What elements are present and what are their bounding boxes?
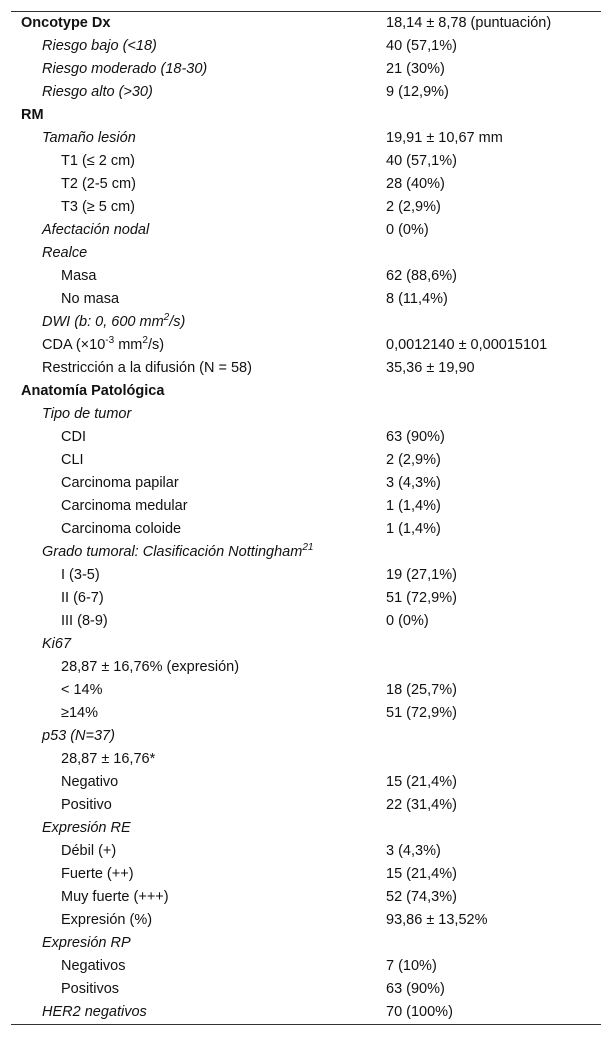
table-row bbox=[11, 679, 601, 702]
row-value: 21 (30%) bbox=[386, 61, 445, 77]
row-value: 18 (25,7%) bbox=[386, 682, 457, 698]
table-row bbox=[11, 35, 601, 58]
table-row bbox=[11, 196, 601, 219]
row-value: 1 (1,4%) bbox=[386, 498, 441, 514]
table-row bbox=[11, 725, 601, 748]
row-label bbox=[61, 679, 103, 702]
row-label bbox=[42, 334, 164, 357]
row-label bbox=[42, 932, 131, 955]
row-label bbox=[61, 702, 98, 725]
row-label bbox=[61, 794, 112, 817]
row-label-text: Carcinoma coloide bbox=[61, 521, 182, 537]
row-label bbox=[61, 610, 108, 633]
table-row bbox=[11, 219, 601, 242]
section-heading bbox=[21, 380, 164, 403]
table-row bbox=[11, 863, 601, 886]
row-label bbox=[42, 35, 157, 58]
table-row bbox=[11, 12, 601, 35]
row-label bbox=[61, 978, 119, 1001]
row-value: 40 (57,1%) bbox=[386, 153, 457, 169]
table-row bbox=[11, 978, 601, 1001]
row-value: 51 (72,9%) bbox=[386, 705, 457, 721]
row-value: 1 (1,4%) bbox=[386, 521, 441, 537]
row-label bbox=[42, 403, 131, 426]
table-row bbox=[11, 357, 601, 380]
row-label bbox=[61, 656, 239, 679]
row-label bbox=[42, 311, 185, 334]
row-value: 19 (27,1%) bbox=[386, 567, 457, 583]
row-label-text: Fuerte (++) bbox=[61, 866, 134, 882]
row-label-text: Débil (+) bbox=[61, 843, 117, 859]
section-heading bbox=[21, 12, 110, 35]
section-heading bbox=[21, 104, 44, 127]
row-label bbox=[61, 449, 84, 472]
row-label-text: Realce bbox=[42, 245, 88, 261]
row-label-text: 28,87 ± 16,76* bbox=[61, 751, 156, 767]
table-row bbox=[11, 311, 601, 334]
row-value: 22 (31,4%) bbox=[386, 797, 457, 813]
table-row bbox=[11, 288, 601, 311]
row-value: 15 (21,4%) bbox=[386, 866, 457, 882]
row-label-text: T1 (≤ 2 cm) bbox=[61, 153, 136, 169]
table-row bbox=[11, 173, 601, 196]
row-label bbox=[61, 196, 135, 219]
row-value: 0,0012140 ± 0,00015101 bbox=[386, 337, 548, 353]
row-label-text: Oncotype Dx bbox=[21, 15, 111, 31]
row-label-text: Masa bbox=[61, 268, 97, 284]
row-label bbox=[61, 564, 100, 587]
table-row bbox=[11, 449, 601, 472]
row-label-text: CLI bbox=[61, 452, 84, 468]
table-row bbox=[11, 587, 601, 610]
table-row bbox=[11, 242, 601, 265]
row-value: 63 (90%) bbox=[386, 429, 445, 445]
row-value: 19,91 ± 10,67 mm bbox=[386, 130, 503, 146]
table-row bbox=[11, 127, 601, 150]
row-label-suffix: /s) bbox=[147, 337, 165, 353]
row-value: 70 (100%) bbox=[386, 1004, 453, 1020]
table-row bbox=[11, 794, 601, 817]
row-value: 7 (10%) bbox=[386, 958, 437, 974]
row-value: 8 (11,4%) bbox=[386, 291, 448, 307]
row-value: 35,36 ± 19,90 bbox=[386, 360, 475, 376]
row-label bbox=[42, 725, 115, 748]
table-row bbox=[11, 702, 601, 725]
row-label-text: II (6-7) bbox=[61, 590, 104, 606]
row-label-text: III (8-9) bbox=[61, 613, 108, 629]
row-label bbox=[42, 219, 149, 242]
row-label bbox=[61, 265, 96, 288]
row-label bbox=[61, 771, 118, 794]
table-row bbox=[11, 334, 601, 357]
table-row bbox=[11, 748, 601, 771]
row-label-text: Restricción a la difusión (N = 58) bbox=[42, 360, 252, 376]
row-label bbox=[61, 426, 86, 449]
row-label bbox=[42, 357, 252, 380]
table-row bbox=[11, 886, 601, 909]
row-label bbox=[61, 863, 134, 886]
row-value: 93,86 ± 13,52% bbox=[386, 912, 488, 928]
row-label-text: T3 (≥ 5 cm) bbox=[61, 199, 136, 215]
row-label bbox=[61, 150, 135, 173]
row-label-text: Riesgo alto (>30) bbox=[42, 84, 153, 100]
row-label bbox=[61, 518, 181, 541]
row-value: 15 (21,4%) bbox=[386, 774, 457, 790]
row-label-text: Grado tumoral: Clasificación Nottingham bbox=[42, 544, 303, 560]
table-row bbox=[11, 610, 601, 633]
table-row bbox=[11, 541, 601, 564]
row-label bbox=[42, 58, 207, 81]
row-label bbox=[61, 840, 116, 863]
row-value: 18,14 ± 8,78 (puntuación) bbox=[386, 15, 552, 31]
row-label-text: RM bbox=[21, 107, 44, 123]
row-value: 51 (72,9%) bbox=[386, 590, 457, 606]
table-row bbox=[11, 656, 601, 679]
table-row bbox=[11, 104, 601, 127]
row-label-text: Riesgo moderado (18-30) bbox=[42, 61, 208, 77]
row-label-text: CDA (×10 bbox=[42, 337, 106, 353]
row-label bbox=[61, 587, 104, 610]
row-label-text: Expresión RP bbox=[42, 935, 131, 951]
row-value: 40 (57,1%) bbox=[386, 38, 457, 54]
superscript: 21 bbox=[302, 542, 314, 553]
table-row bbox=[11, 932, 601, 955]
table-row bbox=[11, 771, 601, 794]
table-row bbox=[11, 909, 601, 932]
row-label bbox=[42, 242, 87, 265]
row-value: 2 (2,9%) bbox=[386, 199, 441, 215]
superscript: 2 bbox=[142, 335, 148, 346]
row-value: 62 (88,6%) bbox=[386, 268, 457, 284]
table-row bbox=[11, 58, 601, 81]
table-row bbox=[11, 564, 601, 587]
table-row bbox=[11, 495, 601, 518]
row-value: 28 (40%) bbox=[386, 176, 445, 192]
table-row bbox=[11, 81, 601, 104]
row-label-suffix: mm bbox=[114, 337, 143, 353]
table-row bbox=[11, 633, 601, 656]
row-label-text: Expresión RE bbox=[42, 820, 131, 836]
row-label-text: Riesgo bajo (<18) bbox=[42, 38, 157, 54]
row-label-text: No masa bbox=[61, 291, 120, 307]
table-row bbox=[11, 817, 601, 840]
table-row bbox=[11, 840, 601, 863]
row-label-text: Tipo de tumor bbox=[42, 406, 132, 422]
row-label-text: CDI bbox=[61, 429, 86, 445]
row-value: 3 (4,3%) bbox=[386, 843, 441, 859]
row-label bbox=[42, 633, 71, 656]
row-value: 0 (0%) bbox=[386, 613, 429, 629]
row-label-text: HER2 negativos bbox=[42, 1004, 147, 1020]
row-label-text: Afectación nodal bbox=[42, 222, 150, 238]
row-label-text: < 14% bbox=[61, 682, 103, 698]
row-label-suffix: /s) bbox=[169, 314, 186, 330]
row-label-text: Carcinoma medular bbox=[61, 498, 188, 514]
row-label-text: Carcinoma papilar bbox=[61, 475, 179, 491]
data-table bbox=[11, 11, 601, 1025]
row-value: 3 (4,3%) bbox=[386, 475, 441, 491]
row-label bbox=[61, 495, 188, 518]
row-label bbox=[42, 127, 136, 150]
row-label bbox=[61, 288, 119, 311]
row-label-text: Tamaño lesión bbox=[42, 130, 136, 146]
row-label bbox=[42, 817, 131, 840]
table-row bbox=[11, 1001, 601, 1024]
row-label-text: Positivos bbox=[61, 981, 120, 997]
table-row bbox=[11, 518, 601, 541]
row-label-text: ≥14% bbox=[61, 705, 98, 721]
row-value: 52 (74,3%) bbox=[386, 889, 457, 905]
table-row bbox=[11, 955, 601, 978]
superscript: 2 bbox=[163, 312, 170, 323]
row-value: 2 (2,9%) bbox=[386, 452, 441, 468]
row-label bbox=[61, 472, 179, 495]
row-label bbox=[61, 173, 136, 196]
row-label-text: Negativo bbox=[61, 774, 119, 790]
row-label bbox=[61, 886, 169, 909]
table-row bbox=[11, 150, 601, 173]
row-label-text: Positivo bbox=[61, 797, 112, 813]
row-label-text: p53 (N=37) bbox=[42, 728, 115, 744]
row-label bbox=[42, 1001, 147, 1024]
row-label-text: Anatomía Patológica bbox=[21, 383, 165, 399]
row-label bbox=[61, 955, 125, 978]
superscript: -3 bbox=[105, 335, 115, 346]
row-label-text: 28,87 ± 16,76% (expresión) bbox=[61, 659, 240, 675]
row-label-text: T2 (2-5 cm) bbox=[61, 176, 136, 192]
row-value: 0 (0%) bbox=[386, 222, 429, 238]
row-label-text: Ki67 bbox=[42, 636, 72, 652]
row-label-text: Negativos bbox=[61, 958, 126, 974]
row-label-text: I (3-5) bbox=[61, 567, 100, 583]
table-row bbox=[11, 426, 601, 449]
table-row bbox=[11, 265, 601, 288]
row-label-text: Muy fuerte (+++) bbox=[61, 889, 169, 905]
row-label bbox=[42, 81, 153, 104]
row-label bbox=[42, 541, 313, 564]
row-label-text: Expresión (%) bbox=[61, 912, 153, 928]
row-label bbox=[61, 748, 155, 771]
row-value: 9 (12,9%) bbox=[386, 84, 449, 100]
row-label-text: DWI (b: 0, 600 mm bbox=[42, 314, 164, 330]
row-value: 63 (90%) bbox=[386, 981, 445, 997]
row-label bbox=[61, 909, 152, 932]
table-row bbox=[11, 472, 601, 495]
table-row bbox=[11, 380, 601, 403]
table-row bbox=[11, 403, 601, 426]
